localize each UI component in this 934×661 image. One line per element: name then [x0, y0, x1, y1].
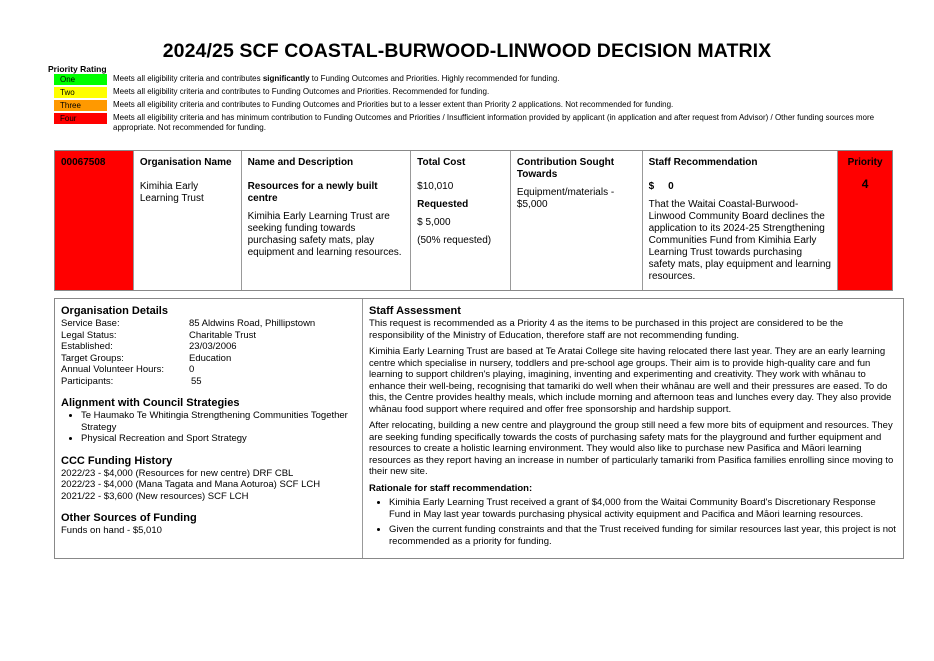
project-description: Kimihia Early Learning Trust are seeking funding towards purchasing safety mats, play equipment and learning resources. — [247, 211, 402, 258]
application-summary-table — [54, 150, 893, 291]
alignment-heading: Alignment with Council Strategies — [61, 397, 240, 409]
contribution-header: Contribution Sought Towards — [516, 157, 615, 180]
organisation-name: Kimihia Early Learning Trust — [139, 181, 204, 204]
legend-text-one: Meets all eligibility criteria and contributes significantly to Funding Outcomes and Priorities. Highly recommended for funding. — [113, 74, 560, 83]
priority-legend — [54, 74, 884, 135]
detail-row-legal-status: Legal Status: Charitable Trust — [61, 329, 257, 341]
detail-row-established: Established: 23/03/2006 — [61, 341, 237, 352]
list-item: • Te Haumako Te Whitingia Strengthening Communities Together Strategy — [81, 410, 356, 433]
application-id: 00067508 — [61, 157, 106, 168]
details-assessment-table — [54, 298, 904, 559]
name-description-cell — [242, 151, 412, 290]
rationale-heading: Rationale for staff recommendation: — [369, 482, 533, 494]
legend-text-four: Meets all eligibility criteria and has minimum contribution to Funding Outcomes and Priorities / Insufficient information provided by applicant (in application and after request from Advisor) / Other funding sources more appropriate. Not recommended for funding. — [113, 113, 875, 132]
requested-amount: $ 5,000 — [417, 217, 451, 228]
detail-row-target-groups: Target Groups: Education — [61, 352, 232, 364]
contribution-cell — [511, 151, 643, 290]
rationale-list — [369, 497, 897, 547]
detail-row-volunteer-hours: Annual Volunteer Hours: 0 — [61, 364, 195, 375]
staff-recommendation-amount: $ 0 — [648, 181, 674, 192]
requested-label: Requested — [417, 199, 469, 210]
legend-text-three: Meets all eligibility criteria and contributes to Funding Outcomes and Priorities but to a lesser extent than Priority 2 applications. Not recommended for funding. — [113, 100, 674, 109]
funding-history-heading: CCC Funding History — [61, 454, 173, 467]
legend-text-two: Meets all eligibility criteria and contributes to Funding Outcomes and Priorities. Recommended for funding. — [113, 87, 490, 96]
other-funding-text: Funds on hand - $5,010 — [61, 525, 162, 536]
total-cost-cell — [411, 151, 511, 290]
staff-recommendation-text: That the Waitai Coastal-Burwood-Linwood Community Board declines the application to its 2024-25 Strengthening Communities Fund from Kimihia Early Learning Trust towards purchasing safety mats, play equipment and learning resources. — [648, 199, 831, 282]
legend-row-three — [54, 100, 884, 111]
assessment-paragraph: Kimihia Early Learning Trust are based at Te Aratai College site having relocated there last year. They are an early learning centre which specialise in nursery, toddlers and pre-school age groups. Their aim is to provide high-quality care and fun learning to support children's playing, imagining, inventing and experimenting and creativity. They work with whānau to enhance their well-being, recognising that tamariki do well when their whānau are well and their pressures are eased. To do this, the Centre provides healthy meals, which include morning and afternoon teas and lunches every day. They also provide whānau food support where required and offer free sponsorship and hardship support. — [369, 346, 892, 415]
legend-chip-two: Two — [54, 87, 107, 98]
staff-assessment-heading: Staff Assessment — [369, 305, 461, 317]
assessment-paragraph: This request is recommended as a Priority 4 as the items to be purchased in this project are considered to be the responsibility of the Ministry of Education, therefore staff are not recommending funding. — [369, 318, 844, 341]
legend-chip-one: One — [54, 74, 107, 85]
staff-assessment-panel — [363, 299, 903, 558]
legend-row-one — [54, 74, 884, 85]
organisation-details-heading: Organisation Details — [61, 305, 168, 317]
priority-value: 4 — [861, 177, 869, 191]
organisation-name-header: Organisation Name — [139, 157, 232, 168]
detail-row-service-base: Service Base: 85 Aldwins Road, Phillipstown — [61, 318, 316, 329]
list-item: • Kimihia Early Learning Trust received a grant of $4,000 from the Waitai Community Board's Discretionary Response Fund in May last year towards purchasing physical activity equipment and Pacifica and Māori learning resources. — [389, 497, 897, 520]
staff-recommendation-cell — [643, 151, 839, 290]
funding-history-item: 2022/23 - $4,000 (Mana Tagata and Mana Aoturoa) SCF LCH — [61, 479, 321, 490]
priority-rating-heading: Priority Rating — [48, 64, 107, 74]
legend-row-four — [54, 113, 884, 133]
organisation-details-panel — [55, 299, 363, 558]
priority-header: Priority — [847, 157, 883, 168]
alignment-list — [61, 410, 356, 445]
detail-row-participants: Participants: 55 — [61, 375, 202, 387]
list-item: • Physical Recreation and Sport Strategy — [81, 433, 356, 445]
contribution-text: Equipment/materials - $5,000 — [516, 187, 615, 210]
total-cost-value: $10,010 — [417, 181, 454, 192]
name-description-header: Name and Description — [247, 157, 354, 168]
other-funding-heading: Other Sources of Funding — [61, 512, 197, 524]
project-title: Resources for a newly built centre — [247, 181, 378, 204]
legend-chip-three: Three — [54, 100, 107, 111]
total-cost-header: Total Cost — [417, 157, 466, 168]
funding-history-item: 2022/23 - $4,000 (Resources for new centre) DRF CBL — [61, 467, 294, 479]
legend-chip-four: Four — [54, 113, 107, 124]
page-title: 2024/25 SCF COASTAL-BURWOOD-LINWOOD DECISION MATRIX — [162, 40, 772, 62]
priority-cell — [838, 151, 892, 290]
assessment-paragraph: After relocating, building a new centre and playground the group still need a few more bits of equipment and resources. They are seeking funding specifically towards the costs of purchasing safety mats for the playground and further equipment and resources to create a holistic learning environment. They would also like to purchase new Pasifica and Māori learning resources as they report having an increase in number of particularly tamariki from Pasifica families enrolling since moving to their new site. — [369, 420, 894, 477]
requested-percentage: (50% requested) — [417, 235, 492, 246]
staff-recommendation-header: Staff Recommendation — [648, 157, 758, 168]
legend-row-two — [54, 87, 884, 98]
list-item: • Given the current funding constraints and that the Trust received funding for similar resources last year, this project is not recommended as a priority for funding. — [389, 524, 897, 547]
organisation-name-cell — [134, 151, 242, 290]
funding-history-item: 2021/22 - $3,600 (New resources) SCF LCH — [61, 490, 249, 502]
application-id-cell — [55, 151, 134, 290]
